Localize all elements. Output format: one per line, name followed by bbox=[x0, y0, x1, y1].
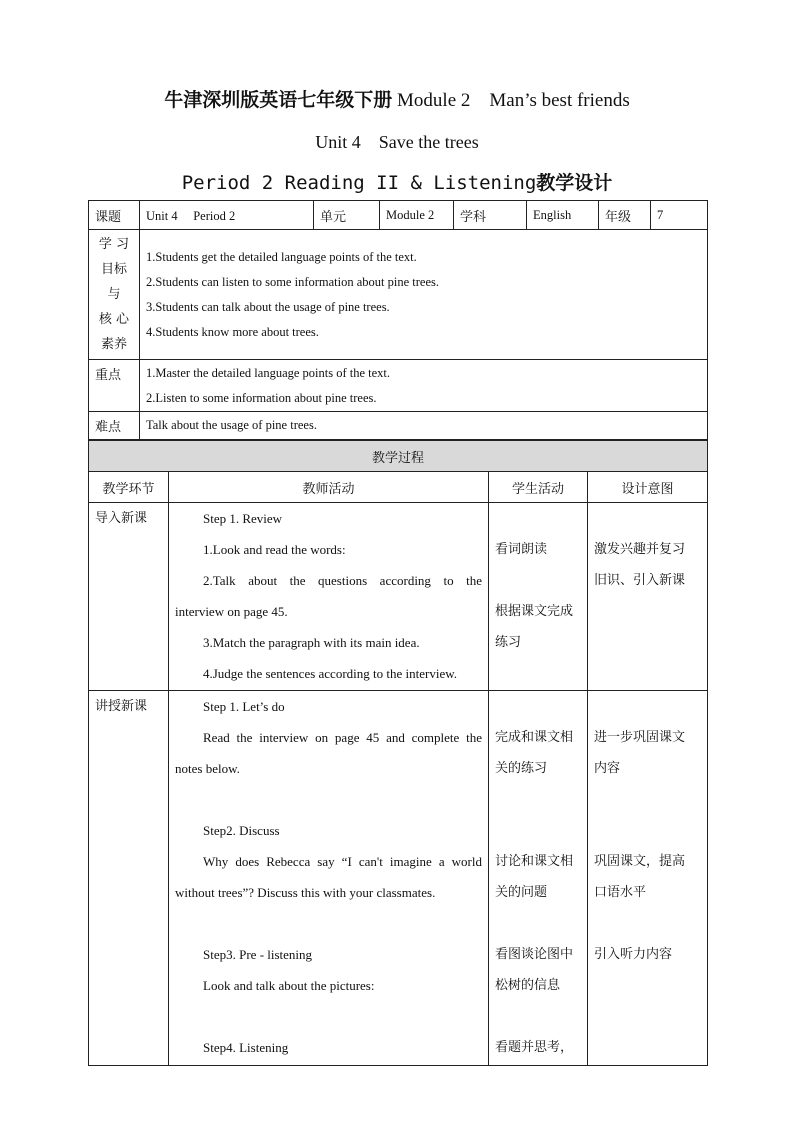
intro-line: 1.Look and read the words: bbox=[203, 542, 346, 557]
unit-line: Unit 4 Save the trees bbox=[315, 132, 479, 152]
key-point-item: 2.Listen to some information about pine trees. bbox=[146, 390, 377, 405]
teach-intent: 进一步巩固课文 内容 巩固课文，提高 口语水平 引入听力内容 bbox=[588, 691, 708, 1066]
intro-intent: 激发兴趣并复习 旧识、引入新课 bbox=[588, 503, 708, 691]
intro-row bbox=[89, 503, 708, 691]
topic-label: 课题 bbox=[89, 201, 140, 230]
key-point-item: 1.Master the detailed language points of the text. bbox=[146, 365, 391, 380]
intro-step: Step 1. Review bbox=[203, 511, 283, 526]
objective-item: 4.Students know more about trees. bbox=[146, 324, 319, 339]
teach-step: Step2. Discuss bbox=[203, 823, 280, 838]
col-stage: 教学环节 bbox=[89, 472, 169, 503]
info-table bbox=[88, 200, 708, 440]
objective-item: 3.Students can talk about the usage of pine trees. bbox=[146, 299, 390, 314]
difficult-label: 难点 bbox=[89, 412, 140, 440]
col-student: 学生活动 bbox=[489, 472, 588, 503]
grade-value: 7 bbox=[651, 201, 708, 230]
subject-label: 学科 bbox=[454, 201, 527, 230]
difficult-row bbox=[89, 412, 708, 440]
title-module: Module 2 Man’s best friends bbox=[397, 90, 630, 111]
objective-item: 1.Students get the detailed language points of the text. bbox=[146, 249, 417, 264]
teach-step: Step4. Listening bbox=[203, 1040, 289, 1055]
teach-line: Why does Rebecca say “I can't imagine a world bbox=[203, 854, 482, 869]
process-table bbox=[88, 440, 708, 1066]
objective-item: 2.Students can listen to some information about pine trees. bbox=[146, 274, 439, 289]
teach-stage: 讲授新课 bbox=[89, 691, 169, 1066]
info-row bbox=[89, 201, 708, 230]
teach-step: Step 1. Let’s do bbox=[203, 699, 285, 714]
objectives-list bbox=[140, 230, 708, 360]
intro-student-activity: 看词朗读 根据课文完成 练习 bbox=[489, 503, 588, 691]
topic-value: Unit 4 Period 2 bbox=[140, 201, 314, 230]
key-points-label: 重点 bbox=[89, 360, 140, 412]
col-intent: 设计意图 bbox=[588, 472, 708, 503]
period-chinese: 教学设计 bbox=[536, 172, 613, 194]
difficult-value: Talk about the usage of pine trees. bbox=[140, 412, 708, 440]
process-heading-row bbox=[89, 441, 708, 472]
period-english: Period 2 Reading II & Listening bbox=[181, 172, 537, 194]
intro-stage: 导入新课 bbox=[89, 503, 169, 691]
teach-step: Step3. Pre - listening bbox=[203, 947, 313, 962]
unit-value: Module 2 bbox=[380, 201, 454, 230]
teach-student-activity: 完成和课文相 关的练习 讨论和课文相 关的问题 看图谈论图中 松树的信息 看题并思考， bbox=[489, 691, 588, 1066]
intro-line: 4.Judge the sentences according to the interview. bbox=[203, 666, 458, 681]
key-points-row bbox=[89, 360, 708, 412]
key-points-list bbox=[140, 360, 708, 412]
lesson-plan-table bbox=[88, 200, 707, 1066]
intro-line: interview on page 45. bbox=[175, 604, 288, 619]
process-heading: 教学过程 bbox=[89, 441, 708, 472]
teach-line: notes below. bbox=[175, 761, 240, 776]
unit-label: 单元 bbox=[314, 201, 380, 230]
title-chinese: 牛津深圳版英语七年级下册 bbox=[164, 90, 393, 111]
objectives-label: 学 习 目标 与 核 心 素养 bbox=[89, 230, 140, 360]
intro-line: 3.Match the paragraph with its main idea. bbox=[203, 635, 420, 650]
teach-teacher-activity bbox=[169, 691, 489, 1066]
process-columns-row bbox=[89, 472, 708, 503]
col-teacher: 教师活动 bbox=[169, 472, 489, 503]
teach-row bbox=[89, 691, 708, 1066]
intro-teacher-activity bbox=[169, 503, 489, 691]
intro-line: 2.Talk about the questions according to the bbox=[203, 573, 482, 588]
period-line bbox=[0, 168, 794, 195]
subject-value: English bbox=[527, 201, 599, 230]
teach-line: without trees”? Discuss this with your classmates. bbox=[175, 885, 436, 900]
document-title bbox=[0, 85, 794, 112]
objectives-row bbox=[89, 230, 708, 360]
teach-line: Look and talk about the pictures: bbox=[203, 978, 375, 993]
teach-line: Read the interview on page 45 and complete the bbox=[203, 730, 482, 745]
grade-label: 年级 bbox=[599, 201, 651, 230]
